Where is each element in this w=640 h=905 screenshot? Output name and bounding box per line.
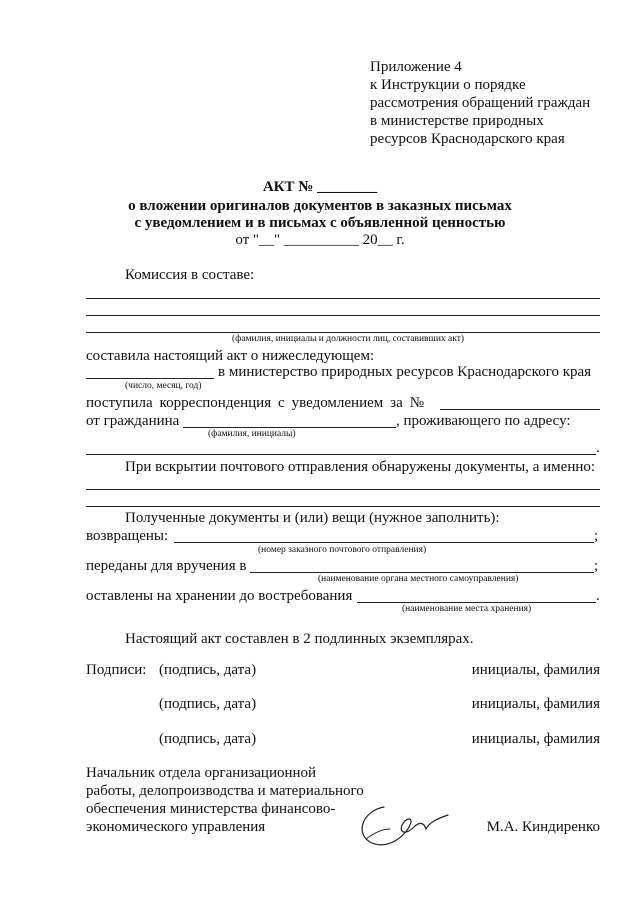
returned-semicolon: ; (594, 528, 599, 544)
footer-position (86, 764, 364, 836)
received-word: за (390, 395, 403, 411)
residing-text: , проживающего по адресу: (396, 413, 571, 429)
act-date-line: от "__" __________ 20__ г. (235, 232, 405, 248)
appendix-line: в министерстве природных (370, 113, 544, 129)
transferred-hint: (наименование органа местного самоуправления) (318, 574, 519, 584)
commission-hint: (фамилия, инициалы и должности лиц, составивших акт) (232, 334, 465, 344)
date-fill-line (86, 378, 214, 379)
fill-line (86, 315, 600, 316)
act-subtitle-2: с уведомлением и в письмах с объявленной ценностью (134, 215, 506, 231)
appendix-block (370, 58, 590, 148)
address-period: . (596, 440, 600, 456)
handwritten-signature (344, 795, 454, 855)
composed-text: составила настоящий акт о нижеследующем: (86, 348, 375, 364)
received-word: поступила (86, 395, 153, 411)
footer-position-line: обеспечения министерства финансово- (86, 801, 336, 817)
appendix-line: к Инструкции о порядке (370, 77, 526, 93)
received-word: с (278, 395, 285, 411)
stored-label: оставлены на хранении до востребования (86, 588, 353, 604)
initials-1: инициалы, фамилия (471, 662, 600, 678)
fio-fill-line (183, 427, 396, 428)
stored-fill-line (357, 602, 596, 603)
initials-3: инициалы, фамилия (471, 731, 600, 747)
fio-hint: (фамилия, инициалы) (208, 429, 296, 439)
stored-period: . (596, 588, 600, 604)
appendix-line: Приложение 4 (370, 59, 462, 75)
returned-hint: (номер заказного почтового отправления) (258, 545, 427, 555)
transferred-label: переданы для вручения в (86, 558, 247, 574)
footer-name: М.А. Киндиренко (486, 819, 600, 835)
copies-text: Настоящий акт составлен в 2 подлинных экземплярах. (125, 631, 474, 647)
address-fill-line (86, 454, 596, 455)
returned-label: возвращены: (86, 528, 169, 544)
appendix-line: рассмотрения обращений граждан (370, 95, 591, 111)
received-word: уведомлением (291, 395, 384, 411)
signatures-label: Подписи: (86, 662, 147, 678)
commission-label: Комиссия в составе: (125, 267, 255, 283)
opening-text: При вскрытии почтового отправления обнаружены документы, а именно: (125, 459, 596, 475)
transferred-fill-line (250, 572, 594, 573)
initials-2: инициалы, фамилия (471, 696, 600, 712)
act-subtitle-1: о вложении оригиналов документов в заказных письмах (128, 198, 512, 214)
footer-position-line: работы, делопроизводства и материального (86, 783, 364, 799)
fill-line (86, 298, 600, 299)
ministry-text: в министерство природных ресурсов Краснодарского края (218, 364, 592, 380)
received-text (86, 394, 424, 412)
fill-line (86, 489, 600, 490)
act-title: АКТ № ________ (262, 179, 378, 195)
date-hint: (число, месяц, год) (125, 381, 202, 391)
footer-position-line: Начальник отдела организационной (86, 765, 317, 781)
sign-date-3: (подпись, дата) (159, 731, 257, 747)
fill-line (86, 506, 600, 507)
sign-date-2: (подпись, дата) (159, 696, 257, 712)
stored-hint: (наименование места хранения) (402, 604, 532, 614)
received-docs-text: Полученные документы и (или) вещи (нужное заполнить): (125, 510, 500, 526)
transferred-semicolon: ; (594, 558, 599, 574)
fill-line (86, 332, 600, 333)
number-fill-line (440, 409, 600, 410)
appendix-line: ресурсов Краснодарского края (370, 131, 565, 147)
sign-date-1: (подпись, дата) (159, 662, 257, 678)
received-word: корреспонденция (159, 395, 272, 411)
received-word: № (409, 395, 424, 411)
from-citizen-text: от гражданина (86, 413, 180, 429)
returned-fill-line (174, 542, 594, 543)
footer-position-line: экономического управления (86, 819, 266, 835)
